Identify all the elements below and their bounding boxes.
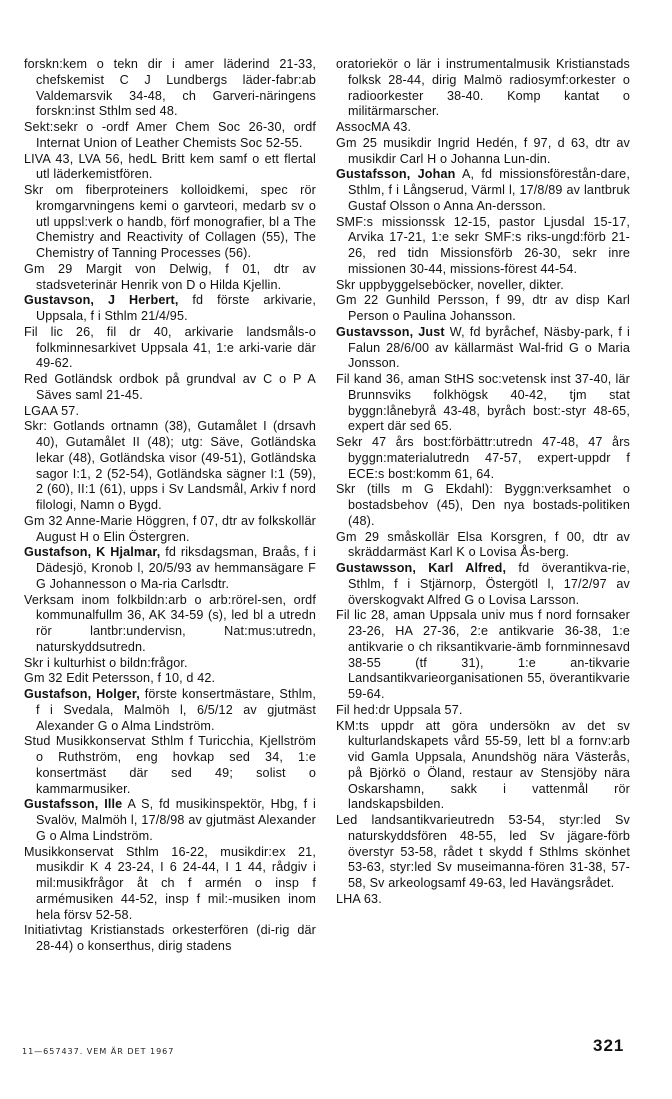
- entry-paragraph: [336, 372, 630, 435]
- entry-paragraph: [336, 278, 630, 294]
- entry-text: Led landsantikvarieutredn 53-54, styr:led Sv naturskyddsfören 48-55, led Sv jägare-förb överstyr 53-58, rådet t skydd f Sthlms skönhet 53-63, styr:led Sv museimanna-fören 31-38, 57-58, Sv arkeologsamf 49-63, led Havängsrådet.: [336, 813, 630, 890]
- entry-text: LHA 63.: [336, 891, 382, 906]
- entry-headword: Gustavsson, Just: [336, 324, 445, 339]
- entry-text: Skr uppbyggelseböcker, noveller, dikter.: [336, 277, 564, 292]
- entry-text: Sekr 47 års bost:förbättr:utredn 47-48, 47 års byggn:materialutredn 47-57, expert-uppdr f ECE:s bost:komm 61, 64.: [336, 435, 630, 481]
- entry-paragraph: [336, 435, 630, 482]
- entry-text: Fil hed:dr Uppsala 57.: [336, 702, 463, 717]
- entry-text: Gm 32 Anne-Marie Höggren, f 07, dtr av folkskollär August H o Elin Östergren.: [24, 513, 316, 544]
- entry-text: SMF:s missionssk 12-15, pastor Ljusdal 15-17, Arvika 17-21, 1:e sekr SMF:s riks-ungd:förb 21-26, red tidn Missionsförb 26-30, sekr inre missionen 30-44, missions-förest 44-54.: [336, 214, 630, 276]
- entry-text: Gm 29 Margit von Delwig, f 01, dtr av stadsveterinär Henrik von D o Hilda Kjellin.: [24, 261, 316, 292]
- entry-text: Fil lic 26, fil dr 40, arkivarie landsmåls-o folkminnesarkivet Uppsala 41, 1:e arki-varie där 49-62.: [24, 324, 316, 371]
- entry-headword: Gustafson, K Hjalmar,: [24, 545, 161, 560]
- entry-paragraph: [336, 608, 630, 703]
- entry-paragraph: [24, 593, 316, 656]
- entry-text: Skr i kulturhist o bildn:frågor.: [24, 655, 188, 670]
- entry-text: Stud Musikkonservat Sthlm f Turicchia, Kjellström o Ruthström, eng hovkap sed 34, 1:e konsertmäst där sed 49; solist o kammarmusiker.: [24, 734, 316, 796]
- entry-paragraph: [24, 325, 316, 372]
- entry-start: [24, 797, 316, 844]
- entry-paragraph: [24, 923, 316, 955]
- entry-text: Skr: Gotlands ortnamn (38), Gutamålet I (drsavh 40), Gutamålet II (48); utg: Säve, Gotländska lekar (48), Gotländska visor (49-51), Gotländska sagor I:1, 2 (52-54), Gotländska sägner I:1 (59), 2 (60), II:1 (61), upps i Sv Landsmål, Arkiv f nord filologi, Namn o Bygd.: [24, 419, 316, 512]
- entry-paragraph: [24, 656, 316, 672]
- entry-start: [336, 561, 630, 608]
- entry-paragraph: [24, 419, 316, 514]
- entry-paragraph: [24, 404, 316, 420]
- entry-paragraph: [336, 892, 630, 908]
- entry-paragraph: [336, 57, 630, 120]
- entry-paragraph: [24, 262, 316, 294]
- entry-start: [336, 325, 630, 372]
- entry-paragraph: [24, 845, 316, 924]
- entry-text: fd överantikva-rie, Sthlm, f i Stjärnorp, Östergötl l, 17/2/97 av överskogvakt Alfred G o Lovisa Larsson.: [348, 561, 630, 607]
- entry-text: Skr (tills m G Ekdahl): Byggn:verksamhet o bostadsbehov (45), Den nya bostads-politiken (48).: [336, 482, 630, 528]
- entry-text: Sekt:sekr o -ordf Amer Chem Soc 26-30, ordf Internat Union of Leather Chemists Soc 52-55.: [24, 120, 316, 150]
- entry-text: KM:ts uppdr att göra undersökn av det sv kulturlandskapets vård 55-59, lett bl a fornv:arb vid Gamla Uppsala, Anundshög nära Västerås, på Björkö o Öland, restaur av Stensjöby nära Oskarshamn, sakk i vattenmål rör landskapsbilden.: [336, 718, 630, 812]
- entry-start: [24, 293, 316, 325]
- entry-paragraph: [24, 734, 316, 797]
- entry-paragraph: [336, 813, 630, 892]
- entry-paragraph: [336, 215, 630, 278]
- entry-text: AssocMA 43.: [336, 120, 412, 134]
- entry-paragraph: [24, 372, 316, 404]
- entry-text: A, fd missionsförestån-dare, Sthlm, f i Långserud, Värml l, 17/8/89 av lantbruk Gustaf Olsson o Anna An-dersson.: [348, 167, 630, 213]
- left-column: [24, 57, 316, 955]
- entry-text: Gm 22 Gunhild Persson, f 99, dtr av disp Karl Person o Paulina Johansson.: [336, 293, 630, 323]
- entry-text: fd förste arkivarie, Uppsala, f i Sthlm 21/4/95.: [36, 293, 316, 323]
- entry-text: oratoriekör o lär i instrumentalmusik Kristianstads folksk 28-44, dirig Malmö radiosymf:orkester o radioorkester 38-40. Komp kantat o militärmarscher.: [336, 57, 630, 119]
- entry-text: Skr om fiberproteiners kolloidkemi, spec rör kromgarvningens kemi o garvteori, medarb sv o utl uppsl:verk o handb, förf monografier, bl a The Chemistry and Reactivity of Collagen (55), The Chemistry of Tanning Processes (56).: [24, 183, 316, 260]
- entry-headword: Gustafson, Holger,: [24, 687, 140, 701]
- entry-paragraph: [24, 514, 316, 546]
- entry-paragraph: [24, 120, 316, 152]
- entry-text: förste konsertmästare, Sthlm, f i Svedala, Malmöh l, 6/5/12 av gjutmäst Alexander G o Alma Lindström.: [36, 687, 316, 733]
- page-number: 321: [593, 1036, 625, 1055]
- entry-start: [24, 687, 316, 734]
- entry-text: Gm 32 Edit Petersson, f 10, d 42.: [24, 671, 216, 686]
- entry-paragraph: [336, 703, 630, 719]
- entry-text: Initiativtag Kristianstads orkesterfören (di-rig där 28-44) o konserthus, dirig stadens: [24, 923, 316, 953]
- entry-text: Fil lic 28, aman Uppsala univ mus f nord fornsaker 23-26, HA 27-36, 2:e antikvarie 36-38, 1:e antikvarie o ch riksantikvarie-ämb fornminnesavd 38-55 (tf 31), 1:e an-tikvarie Landsantikvarieorganisationen 55, överantikvarie 59-64.: [336, 608, 630, 701]
- entry-paragraph: [24, 183, 316, 262]
- entry-text: LIVA 43, LVA 56, hedL Britt kem samf o ett flertal utl läderkemistfören.: [24, 151, 316, 182]
- entry-text: Verksam inom folkbildn:arb o arb:rörel-sen, ordf kommunalfullm 36, AK 34-59 (s), led bl a utredn rör lantbr:undervisn, Nat:mus:utredn, naturskyddsutredn.: [24, 592, 316, 654]
- entry-text: Gm 25 musikdir Ingrid Hedén, f 97, d 63, dtr av musikdir Carl H o Johanna Lun-din.: [336, 135, 630, 166]
- entry-paragraph: [336, 293, 630, 325]
- entry-headword: Gustafsson, Johan: [336, 167, 456, 182]
- entry-headword: Gustafsson, Ille: [24, 797, 123, 812]
- entry-paragraph: [336, 719, 630, 814]
- entry-paragraph: [336, 530, 630, 562]
- entry-text: Gm 29 småskollär Elsa Korsgren, f 00, dtr av skräddarmäst Karl K o Lovisa Ås-berg.: [336, 529, 630, 560]
- entry-text: Fil kand 36, aman StHS soc:vetensk inst 37-40, lär Brunnsviks folkhögsk 40-42, tjm stat byggn:lånebyrå 43-48, byråch bost:-styr 48-65, expert där sed 65.: [336, 372, 630, 434]
- entry-start: [336, 167, 630, 214]
- entry-paragraph: [24, 152, 316, 184]
- entry-text: forskn:kem o tekn dir i amer läderind 21-33, chefskemist C J Lundbergs läder-fabr:ab Valdemarsvik 34-48, ch Garveri-näringens forskn:inst Sthlm sed 48.: [24, 57, 316, 119]
- entry-paragraph: [336, 136, 630, 168]
- entry-text: A S, fd musikinspektör, Hbg, f i Svalöv, Malmöh l, 17/8/98 av gjutmäst Alexander G o Alma Lindström.: [36, 797, 316, 843]
- entry-paragraph: [24, 671, 316, 687]
- entry-headword: Gustavson, J Herbert,: [24, 293, 179, 308]
- footer-print-code: 11—657437. VEM ÄR DET 1967: [22, 1047, 175, 1056]
- entry-text: LGAA 57.: [24, 403, 80, 418]
- entry-text: fd riksdagsman, Braås, f i Dädesjö, Kronob l, 20/5/93 av hemmansägare F G Johannesson o Ma-ria Carlsdtr.: [36, 545, 316, 591]
- entry-start: [24, 545, 316, 592]
- right-column: [336, 57, 630, 908]
- entry-paragraph: [24, 57, 316, 120]
- entry-text: Red Gotländsk ordbok på grundval av C o P A Säves saml 21-45.: [24, 372, 316, 402]
- entry-paragraph: [336, 120, 630, 136]
- entry-headword: Gustawsson, Karl Alfred,: [336, 561, 507, 575]
- entry-text: Musikkonservat Sthlm 16-22, musikdir:ex 21, musikdir K 4 23-24, I 6 24-44, I 1 44, rådgiv i mil:musikfrågor åt ch f armén o insp f armémusiken 44-52, insp f mil:-musiken inom hela försv 52-58.: [24, 844, 316, 922]
- entry-paragraph: [336, 482, 630, 529]
- entry-text: W, fd byråchef, Näsby-park, f i Falun 28/6/00 av källarmäst Wal-frid G o Maria Jonsson.: [348, 324, 630, 371]
